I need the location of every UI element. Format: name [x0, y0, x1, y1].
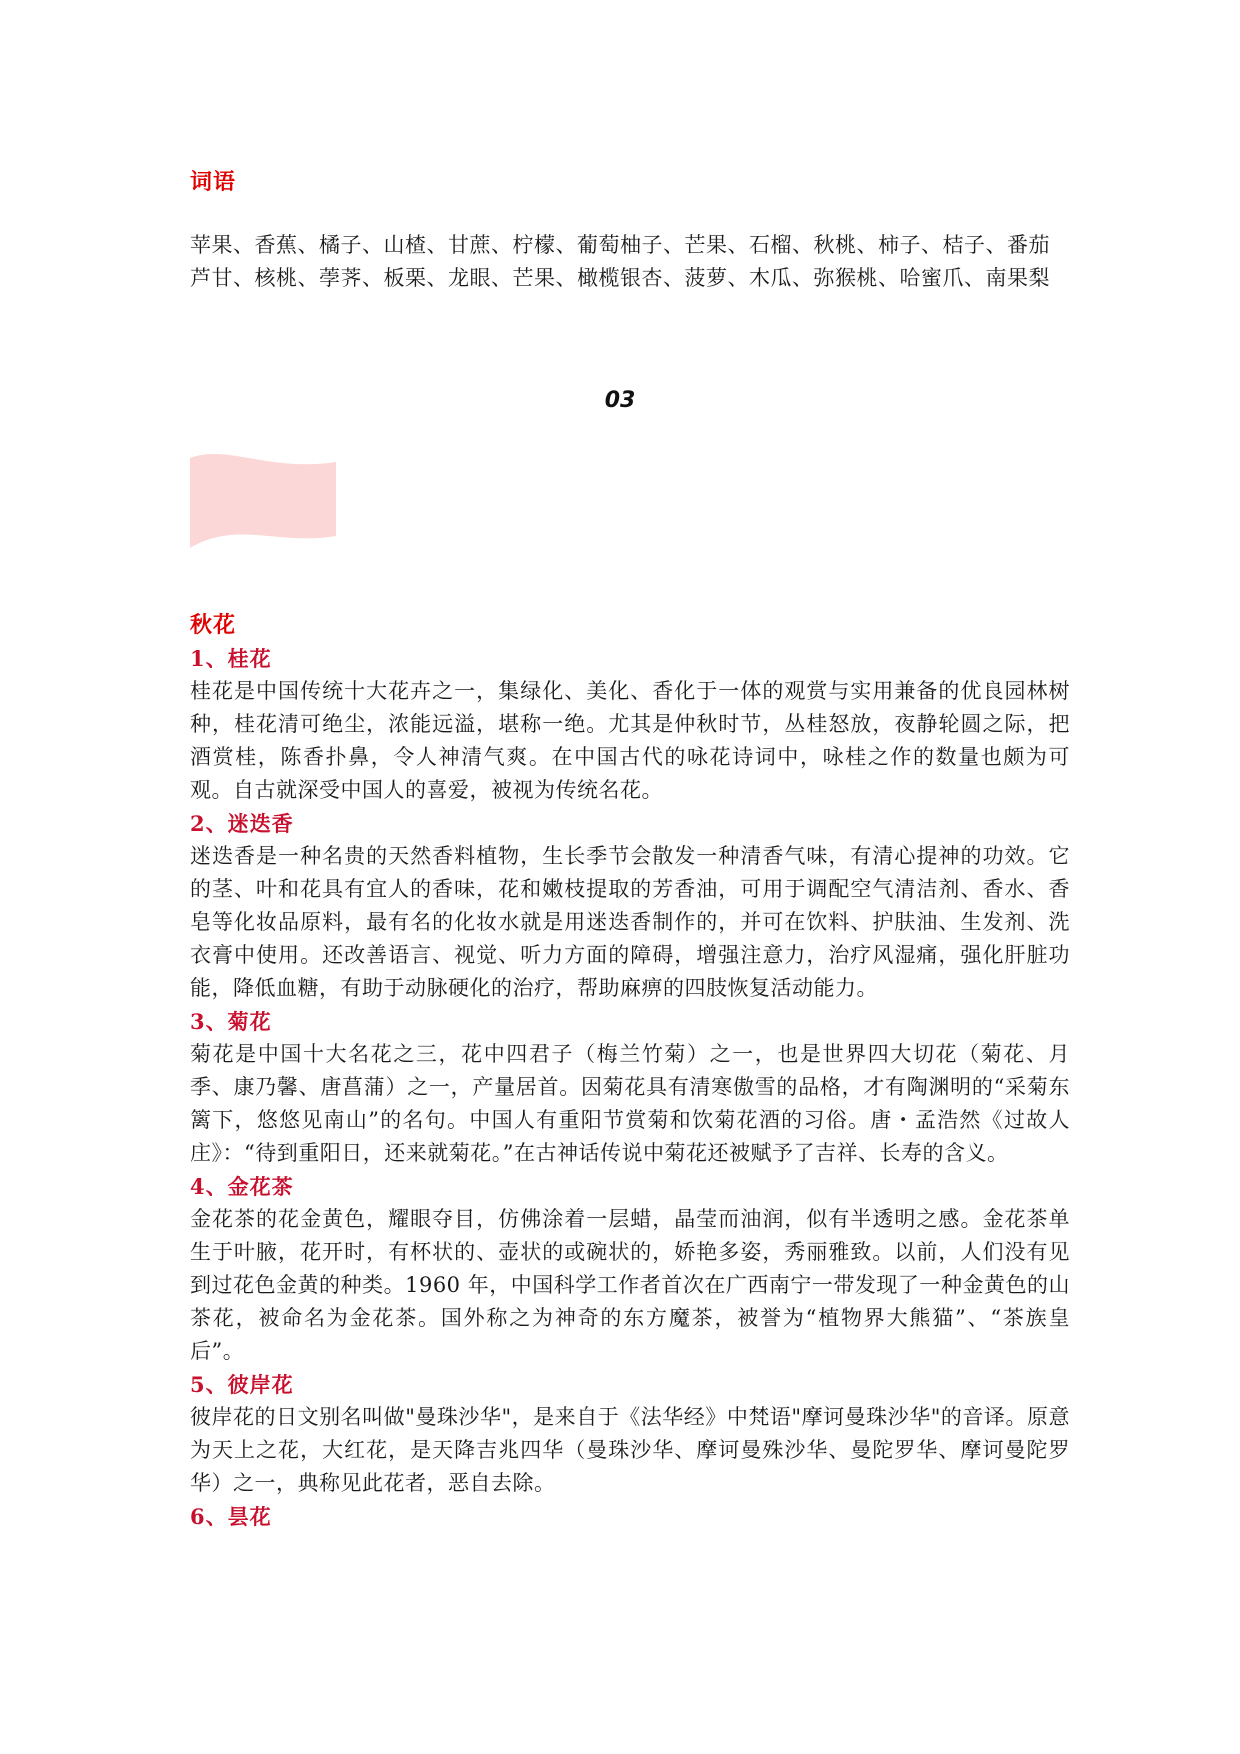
item-body: 桂花是中国传统十大花卉之一，集绿化、美化、香化于一体的观赏与实用兼备的优良园林树种，桂花清可绝尘，浓能远溢，堪称一绝。尤其是仲秋时节，丛桂怒放，夜静轮圆之际，把酒赏桂，陈香扑鼻，令人神清气爽。在中国古代的咏花诗词中，咏桂之作的数量也颇为可观。自古就深受中国人的喜爱，被视为传统名花。 — [190, 679, 1070, 802]
item-title: 3、菊花 — [190, 1009, 272, 1034]
vocab-heading: 词语 — [190, 169, 237, 195]
article-title: 秋花 — [190, 612, 237, 638]
item-title: 5、彼岸花 — [190, 1372, 294, 1397]
item-body: 彼岸花的日文别名叫做"曼珠沙华"，是来自于《法华经》中梵语"摩诃曼珠沙华"的音译。原意为天上之花，大红花，是天降吉兆四华（曼珠沙华、摩诃曼殊沙华、曼陀罗华、摩诃曼陀罗华）之一，典称见此花者，恶自去除。 — [190, 1405, 1070, 1495]
section-number: 03 — [604, 388, 636, 413]
item-body: 菊花是中国十大名花之三，花中四君子（梅兰竹菊）之一，也是世界四大切花（菊花、月季、康乃馨、唐菖蒲）之一，产量居首。因菊花具有清寒傲雪的品格，才有陶渊明的“采菊东篱下，悠悠见南山”的名句。中国人有重阳节赏菊和饮菊花酒的习俗。唐・孟浩然《过故人庄》：“待到重阳日，还来就菊花。”在古神话传说中菊花还被赋予了吉祥、长寿的含义。 — [190, 1042, 1070, 1165]
flag-decoration-icon — [188, 450, 338, 550]
item-body: 金花茶的花金黄色，耀眼夺目，仿佛涂着一层蜡，晶莹而油润，似有半透明之感。金花茶单生于叶腋，花开时，有杯状的、壶状的或碗状的，娇艳多姿，秀丽雅致。以前，人们没有见到过花色金黄的种类。1960 年，中国科学工作者首次在广西南宁一带发现了一种金黄色的山茶花，被命名为金花茶。国外称之为神奇的东方魔茶，被誉为“植物界大熊猫”、“茶族皇后”。 — [190, 1207, 1070, 1363]
item-title: 1、桂花 — [190, 646, 272, 671]
item-title: 4、金花茶 — [190, 1174, 294, 1199]
item-body: 迷迭香是一种名贵的天然香料植物，生长季节会散发一种清香气味，有清心提神的功效。它的茎、叶和花具有宜人的香味，花和嫩枝提取的芳香油，可用于调配空气清洁剂、香水、香皂等化妆品原料，最有名的化妆水就是用迷迭香制作的，并可在饮料、护肤油、生发剂、洗衣膏中使用。还改善语言、视觉、听力方面的障碍，增强注意力，治疗风湿痛，强化肝脏功能，降低血糖，有助于动脉硬化的治疗，帮助麻痹的四肢恢复活动能力。 — [190, 844, 1070, 1000]
vocab-text: 苹果、香蕉、橘子、山楂、甘蔗、柠檬、葡萄柚子、芒果、石榴、秋桃、柿子、桔子、番茄芦甘、核桃、荸荠、板栗、龙眼、芒果、橄榄银杏、菠萝、木瓜、弥猴桃、哈蜜爪、南果梨 — [190, 233, 1050, 290]
article-autumn-flowers — [190, 608, 1070, 1533]
item-title: 6、昙花 — [190, 1504, 272, 1529]
item-title: 2、迷迭香 — [190, 811, 294, 836]
